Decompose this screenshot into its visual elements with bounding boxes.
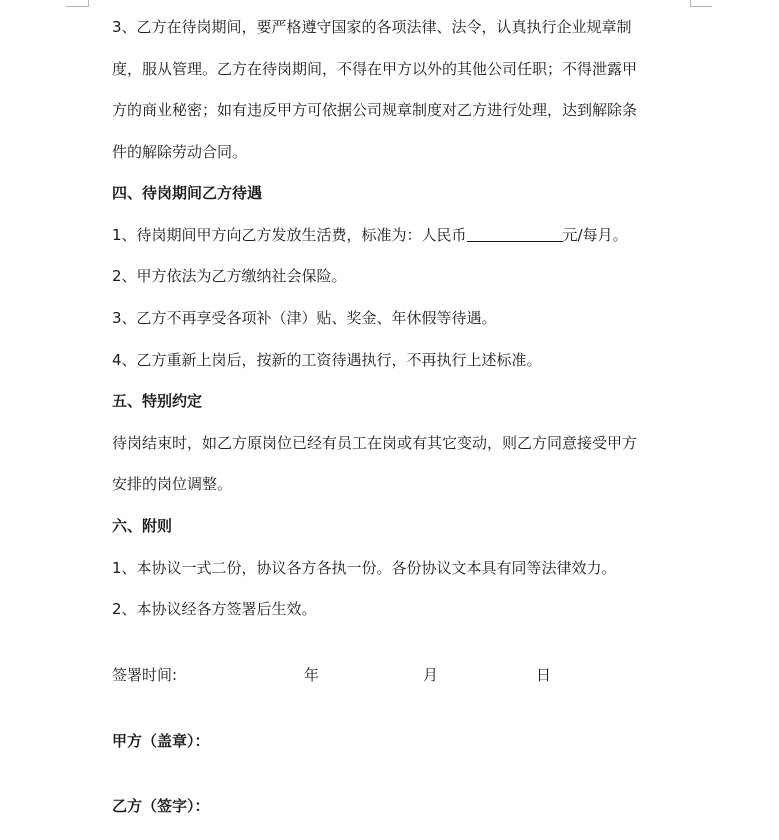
signing-time-label: 签署时间: [112, 666, 178, 684]
signing-day-label: 日 [536, 666, 552, 684]
amount-blank [467, 225, 563, 242]
section4-item1-before: 1、待岗期间甲方向乙方发放生活费，标准为：人民币 [112, 226, 467, 244]
section6-heading: 六、附则 [112, 517, 173, 535]
section4-item1 [112, 225, 672, 245]
section4-item2: 2、甲方依法为乙方缴纳社会保险。 [112, 267, 347, 285]
section5-heading: 五、特别约定 [112, 392, 203, 410]
crop-mark-left-h [66, 6, 88, 7]
party-a-seal: 甲方（盖章）： [112, 732, 210, 750]
clause3-line-1: 3、乙方在待岗期间，要严格遵守国家的各项法律、法令，认真执行企业规章制 [112, 18, 632, 36]
section5-line-1: 待岗结束时，如乙方原岗位已经有员工在岗或有其它变动，则乙方同意接受甲方 [112, 434, 638, 452]
section6-item1: 1、本协议一式二份，协议各方各执一份。各份协议文本具有同等法律效力。 [112, 559, 617, 577]
crop-mark-right-h [690, 6, 712, 7]
crop-mark-left [88, 0, 89, 7]
section4-heading: 四、待岗期间乙方待遇 [112, 184, 263, 202]
section4-item4: 4、乙方重新上岗后，按新的工资待遇执行，不再执行上述标准。 [112, 351, 542, 369]
clause3-line-4: 件的解除劳动合同。 [112, 143, 248, 161]
section4-item1-after: 元/每月。 [562, 226, 628, 244]
section4-item3: 3、乙方不再享受各项补（津）贴、奖金、年休假等待遇。 [112, 309, 497, 327]
clause3-line-3: 方的商业秘密；如有违反甲方可依据公司规章制度对乙方进行处理，达到解除条 [112, 101, 638, 119]
section6-item2: 2、本协议经各方签署后生效。 [112, 600, 317, 618]
party-b-signature: 乙方（签字）： [112, 797, 210, 815]
section5-line-2: 安排的岗位调整。 [112, 475, 233, 493]
clause3-line-2: 度，服从管理。乙方在待岗期间，不得在甲方以外的其他公司任职；不得泄露甲 [112, 60, 638, 78]
signing-month-label: 月 [423, 666, 439, 684]
signing-year-label: 年 [304, 666, 320, 684]
